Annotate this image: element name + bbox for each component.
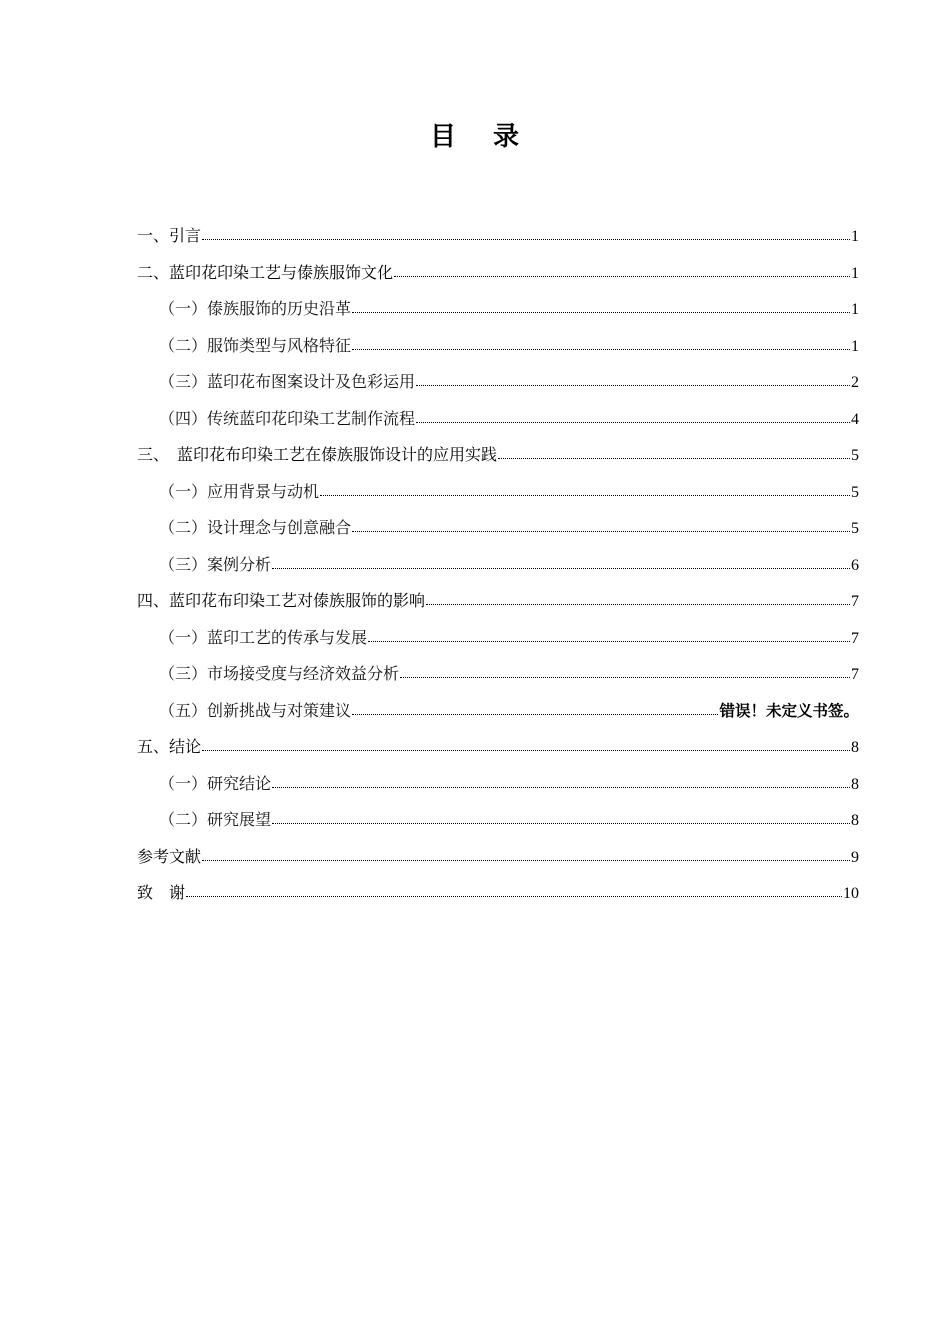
toc-entry[interactable] bbox=[137, 656, 859, 693]
toc-dot-leader bbox=[272, 773, 850, 789]
toc-dot-leader bbox=[352, 517, 850, 533]
toc-entry[interactable] bbox=[137, 583, 859, 620]
toc-dot-leader bbox=[272, 809, 850, 825]
toc-entry-page: 1 bbox=[851, 228, 859, 245]
toc-dot-leader bbox=[416, 408, 850, 424]
toc-entry-label: （三）蓝印花布图案设计及色彩运用 bbox=[159, 372, 416, 391]
toc-dot-leader bbox=[202, 846, 850, 862]
toc-entry[interactable] bbox=[137, 875, 859, 912]
toc-dot-leader bbox=[400, 663, 850, 679]
toc-entry[interactable] bbox=[137, 401, 859, 438]
toc-entry-page: 7 bbox=[851, 593, 859, 610]
toc-entry[interactable] bbox=[137, 328, 859, 365]
toc-entry-label: （二）设计理念与创意融合 bbox=[159, 518, 352, 537]
toc-entry-page: 7 bbox=[851, 666, 859, 683]
toc-entry-label: （一）研究结论 bbox=[159, 773, 272, 793]
toc-title-char-1: 目 bbox=[429, 122, 457, 152]
toc-entry[interactable] bbox=[137, 839, 859, 876]
toc-entry-label: （五）创新挑战与对策建议 bbox=[159, 700, 352, 720]
toc-title-char-2: 录 bbox=[493, 122, 521, 152]
toc-entry-page: 8 bbox=[851, 812, 859, 829]
toc-entry[interactable] bbox=[137, 620, 859, 657]
toc-entry-label: （一）蓝印工艺的传承与发展 bbox=[159, 627, 368, 647]
toc-dot-leader bbox=[498, 444, 850, 460]
toc-dot-leader bbox=[352, 700, 718, 716]
toc-entry-page: 5 bbox=[851, 520, 859, 537]
toc-entry[interactable] bbox=[137, 437, 859, 474]
toc-dot-leader bbox=[416, 371, 850, 387]
toc-entry-page: 7 bbox=[851, 629, 859, 647]
toc-entry-label: 二、蓝印花印染工艺与傣族服饰文化 bbox=[137, 262, 394, 282]
toc-entry-page: 10 bbox=[843, 885, 859, 902]
toc-entry[interactable] bbox=[137, 766, 859, 803]
toc-list bbox=[137, 218, 859, 912]
toc-dot-leader bbox=[426, 590, 850, 606]
toc-entry[interactable] bbox=[137, 218, 859, 255]
toc-dot-leader bbox=[320, 481, 850, 497]
toc-title bbox=[0, 116, 950, 153]
toc-entry[interactable] bbox=[137, 729, 859, 766]
toc-entry-label: 五、结论 bbox=[137, 737, 202, 756]
toc-entry[interactable] bbox=[137, 474, 859, 511]
toc-entry-page: 5 bbox=[851, 483, 859, 501]
toc-entry-label: （三）市场接受度与经济效益分析 bbox=[159, 664, 400, 683]
toc-entry-page: 1 bbox=[851, 264, 859, 282]
toc-entry[interactable] bbox=[137, 291, 859, 328]
toc-entry-label: 四、蓝印花布印染工艺对傣族服饰的影响 bbox=[137, 591, 426, 610]
toc-entry[interactable] bbox=[137, 547, 859, 584]
toc-entry-label: （三）案例分析 bbox=[159, 554, 272, 574]
toc-entry-label: （一）傣族服饰的历史沿革 bbox=[159, 299, 352, 318]
toc-entry[interactable] bbox=[137, 510, 859, 547]
toc-dot-leader bbox=[186, 882, 842, 898]
toc-entry[interactable] bbox=[137, 255, 859, 292]
toc-entry-page: 1 bbox=[851, 337, 859, 355]
toc-entry-label: （二）服饰类型与风格特征 bbox=[159, 335, 352, 355]
toc-entry-page: 1 bbox=[851, 301, 859, 318]
toc-entry[interactable] bbox=[137, 364, 859, 401]
toc-entry-label: 三、 蓝印花布印染工艺在傣族服饰设计的应用实践 bbox=[137, 445, 498, 464]
toc-entry-page: 8 bbox=[851, 739, 859, 756]
toc-dot-leader bbox=[352, 335, 850, 351]
toc-entry[interactable] bbox=[137, 693, 859, 730]
toc-entry-page: 5 bbox=[851, 447, 859, 464]
toc-entry-label: （四）传统蓝印花印染工艺制作流程 bbox=[159, 408, 416, 428]
toc-entry-page: 9 bbox=[851, 848, 859, 866]
toc-entry-label: （一）应用背景与动机 bbox=[159, 481, 320, 501]
toc-entry-label: 致 谢 bbox=[137, 883, 186, 902]
toc-entry-label: 参考文献 bbox=[137, 846, 202, 866]
toc-dot-leader bbox=[202, 225, 850, 241]
toc-entry-label: 一、引言 bbox=[137, 226, 202, 245]
toc-dot-leader bbox=[202, 736, 850, 752]
toc-entry-page-error: 错误！未定义书签。 bbox=[719, 701, 859, 720]
toc-entry-label: （二）研究展望 bbox=[159, 810, 272, 829]
toc-entry-page: 6 bbox=[851, 556, 859, 574]
toc-dot-leader bbox=[368, 627, 850, 643]
toc-entry-page: 2 bbox=[851, 374, 859, 391]
toc-entry[interactable] bbox=[137, 802, 859, 839]
toc-entry-page: 4 bbox=[851, 410, 859, 428]
toc-dot-leader bbox=[352, 298, 850, 314]
toc-dot-leader bbox=[394, 262, 850, 278]
toc-entry-page: 8 bbox=[851, 775, 859, 793]
toc-dot-leader bbox=[272, 554, 850, 570]
